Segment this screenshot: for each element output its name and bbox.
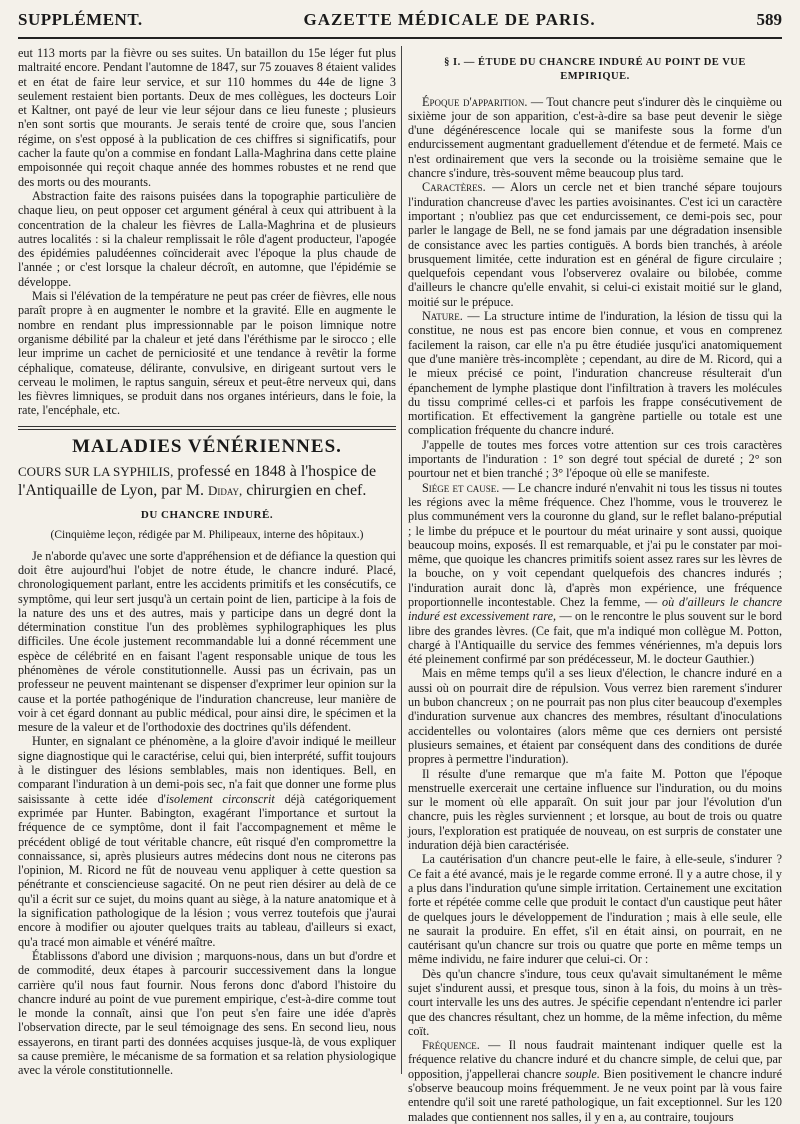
course-role: chirurgien en chef. (242, 482, 367, 500)
paragraph: J'appelle de toutes mes forces votre attention sur ces trois caractères importants de l'induration : 1° son degré tout spécial de dureté ; 2° son pourtour net et bien tranché ; 3° l'époque où elle se manifeste. (408, 437, 782, 481)
emphasis: où d'ailleurs le chancre induré est excessivement rare, (408, 594, 782, 624)
section-rule (18, 426, 396, 427)
column-divider (401, 46, 402, 1074)
paragraph-lead: Nature. (422, 309, 463, 324)
emphasis: souple. (565, 1066, 600, 1081)
paragraph (408, 481, 782, 667)
article-subhead: DU CHANCRE INDURÉ. (140, 509, 274, 522)
page-number: 589 (756, 10, 782, 29)
page-header (18, 10, 782, 36)
paragraph-lead: Fréquence. (422, 1038, 480, 1053)
paragraph-lead: Siége et cause. (422, 480, 500, 495)
text-run: déjà catégoriquement exprimée par Hunter. Babington, exagérant l'importance et surtout la fréquence de ce symptôme, dont il fait l'accompagnement et même le précédent obligé de tout véritable chancre, eût risqué d'en compromettre la connaissance, si, après plusieurs autres médecins dont nous ne citerons pas l'opinion, M. Ricord ne fût de nouveau venu appliquer à cette question sa pénétrante et consciencieuse sagacité. On ne peut rien désirer au delà de ce qu'il a écrit sur ce sujet, du moins quant au siège, à la nature anatomique et à la signification pathologique de la lésion ; vous verrez toutefois que j'aurai encore à modifier ou ajouter quelques traits au tableau, d'ailleurs si exact, qu'a tracé mon aimable et vénéré maître. (18, 791, 397, 949)
paragraph: Je n'aborde qu'avec une sorte d'appréhension et de défiance la question qui doit être aujourd'hui l'objet de notre étude, le chancre induré. Placé, chronologiquement parlant, entre les accidents primitifs et les consécutifs, ce symptôme, qui leur sert jusqu'à un certain point de lien, participe à la fois de la nature des uns et des autres, mais y participe dans un degré dont la détermination constitue l'un des problèmes syphilographiques les plus difficiles. Une école justement recommandable lui a donné récemment une espèce de célébrité en en faisant l'agent responsable unique de tous les phénomènes de vérole constitutionnelle. Aussi pas un écrivain, pas un professeur ne peuvent maintenant se dispenser d'exprimer leur opinion sur la cause et la portée pathogénique de l'induration chancreuse, leur manière de voir à cet égard donnant au public médical, pour ainsi dire, le spécimen et la mesure de la valeur et de l'orthodoxie des doctrines qu'ils défendent. (18, 548, 396, 735)
text-run: — Alors un cercle net et bien tranché sépare toujours l'induration chancreuse d'avec les parties avoisinantes. C'est ici un caractère important ; n'oubliez pas que cet endurcissement, ce demi-pois sec, pour parler le langage de Bell, ne se fond jamais par une dégradation insensible de consistance avec les parties contiguës. A bords bien tranchés, à aréole brusquement limitée, cette induration est en général de figure circulaire ; quelquefois cependant vous l'observerez ovalaire ou bilobée, comme d'ailleurs le chancre qu'elle envahit, si celui-ci existait moitié sur le gland, moitié sur le prépuce. (408, 180, 782, 309)
paragraph: Dès qu'un chancre s'indure, tous ceux qu'avait simultanément le même sujet s'indurent aussi, et presque tous, sinon à la fois, du moins à un très-court intervalle les uns des autres. Je spécifie cependant n'entendre ici parler que des chancres résultant, chez un homme, de la même infection, du même coït. (408, 966, 782, 1038)
left-column (18, 46, 396, 1076)
text-run: — Le chancre induré n'envahit ni tous les tissus ni toutes les régions avec la même fréquence. Chez l'homme, vous le trouverez le plus communément vers la couronne du gland, sur le reflet balano-préputial ; le limbe du prépuce et le pourtour du méat urinaire y sont aussi, quoique beaucoup moins, exposés. Il est remarquable, et j'ai pu le constater par moi-même, que quoique les chancres primitifs soient assez rares sur les lèvres de la bouche, on y voit cependant quelquefois des chancres indurés ; l'induration aurait donc là, d'après mon expérience, une fréquence proportionnelle incontestable. Chez la femme, — (408, 480, 782, 609)
paragraph: Mais si l'élévation de la température ne peut pas créer de fièvres, elle nous paraît propre à en augmenter le nombre et la gravité. Elle en augmente le nombre en rendant plus impressionnable par le poison limnique notre organisme débilité par la chaleur et jeté dans l'éréthisme par le sirocco ; elle leur imprime un cachet de perniciosité et une tendance à revêtir la forme céphalique, comateuse, délirante, convulsive, en dirigeant surtout vers le cerveau le molimen, le raptus sanguin, séreux et peut-être nerveux qui, dans les fièvres limniques, se produit dans nos organes intérieurs, dans le foie, la rate, l'encéphale, etc. (18, 289, 396, 418)
header-supplement: SUPPLÉMENT. (18, 10, 143, 29)
section-title: MALADIES VÉNÉRIENNES. (72, 435, 342, 457)
section-rule (18, 429, 396, 430)
paragraph: eut 113 morts par la fièvre ou ses suites. Un bataillon du 15e léger fut plus maltraité encore. Pendant l'automne de 1847, sur 75 zouaves 8 étaient valides et en état de faire leur service, et sur 110 hommes du 44e de ligne 3 seulement restaient bien portants. Deux de mes collègues, les docteurs Loir et Kaltner, ont payé de leur vie leur séjour dans ce lieu funeste ; plusieurs n'en sont sortis que mourants. Je serais tenté de croire que, sous l'ancien régime, on s'est opposé à la publication de ces chiffres si significatifs, pour cacher la faute qu'on a commise en fondant Lalla-Maghrina dans cette plaine empoisonnée qui reçoit chaque année des hommes robustes et ne rend que des morts ou des mourants. (18, 46, 396, 189)
course-heading (18, 462, 396, 500)
paragraph: Mais en même temps qu'il a ses lieux d'élection, le chancre induré en a aussi où on pourrait dire de répulsion. Vous verrez bien rarement s'indurer un bubon chancreux ; on ne pourrait pas non plus citer beaucoup d'exemples d'induration survenue aux chancres des membres, résultant d'inoculations accidentelles ou volontaires (alors même que ces derniers ont persisté plusieurs semaines, et étaient par conséquent dans des conditions de durée propres à permettre l'induration). (408, 666, 782, 767)
paragraph-lead: Caractères. (422, 180, 486, 195)
header-rule (18, 37, 782, 39)
paragraph: Il résulte d'une remarque que m'a faite M. Potton que l'époque menstruelle exercerait une certaine influence sur l'induration, ou du moins sur le moment où elle apparaît. On suit jour par jour l'évolution d'un chancre, puis les règles surviennent ; et lorsque, au bout de trois ou quatre jours, l'exploration est pratiquée de nouveau, on est surpris de constater une induration déjà bien caractérisée. (408, 766, 782, 853)
right-column (408, 46, 782, 1124)
subsection-title: § I. — ÉTUDE DU CHANCRE INDURÉ AU POINT DE VUE EMPIRIQUE. (444, 57, 746, 83)
paragraph-lead: Époque d'apparition. (422, 94, 528, 109)
course-author: Diday, (207, 483, 243, 499)
text-run: — Il nous faudrait maintenant indiquer quelle est la fréquence relative du chancre induré et du chancre simple, de celui que, par opposition, j'appellerai chancre (408, 1038, 782, 1081)
lecture-note: (Cinquième leçon, rédigée par M. Philipeaux, interne des hôpitaux.) (50, 529, 364, 542)
paragraph (408, 95, 782, 181)
paragraph (408, 180, 782, 309)
header-journal-title: GAZETTE MÉDICALE DE PARIS. (303, 10, 596, 29)
paragraph: Abstraction faite des raisons puisées dans la topographie particulière de chaque lieu, on peut opposer cet argument général à ceux qui attribuent à la concentration de la chaleur les fièvres de Lalla-Maghrina et de plusieurs autres localités : si la chaleur remplissait le rôle d'agent producteur, l'apogée des épidémies paludéennes coïnciderait avec l'époque la plus chaude de l'année ; or c'est lorsque la chaleur décroît, en automne, que l'épidémie se développe. (18, 188, 396, 289)
text-run: — Tout chancre peut s'indurer dès le cinquième ou sixième jour de son apparition, c'est-à-dire sa base peut devenir le siège d'une dégénérescence locale qui se manifeste sous la forme d'un endurcissement augmentant graduellement d'étendue et de fermeté. Mais ce n'est ordinairement que vers la seconde ou la troisième semaine que le chancre s'indure, très-souvent même beaucoup plus tard. (408, 94, 782, 181)
paragraph (18, 734, 396, 948)
text-run: Hunter, en signalant ce phénomène, a la gloire d'avoir indiqué le meilleur signe diagnostique qui le caractérise, celui qui, bien interprété, suffit toujours à le distinguer des lésions semblables, mais non identiques. Bell, en comparant l'induration à un demi-pois sec, n'a fait que donner une forme plus saisissante à cette idée d' (18, 734, 396, 806)
paragraph: Établissons d'abord une division ; marquons-nous, dans un but d'ordre et de commodité, deux étapes à parcourir successivement dans la longue carrière qu'il nous faut fournir. Nous ferons donc d'abord l'histoire du chancre induré au point de vue purement empirique, c'est-à-dire comme tout le monde la connaît, ainsi que l'on peut s'en faire une idée d'après l'observation directe, par le seul témoignage des sens. En second lieu, nous essayerons, en tirant parti des données acquises jusque-là, de vous expliquer sa cause première, le mécanisme de sa formation et sa relation physiologique avec la vérole constitutionnelle. (18, 948, 396, 1078)
course-text: professé en 1848 à l'hospice de l'Antiquaille de Lyon, par M. (18, 463, 377, 500)
emphasis: isolement circonscrit (165, 791, 275, 806)
paragraph (408, 309, 782, 438)
text-run: — on le rencontre le plus souvent sur le bord libre des grandes lèvres. (Ce fait, que m'a indiqué mon collègue M. Potton, chargé à l'Antiquaille du service des femmes vénériennes, m'a depuis lors été pleinement confirmé par son prédécesseur, M. le docteur Gauthier.) (408, 609, 782, 667)
text-run: Bien positivement le chancre induré s'observe beaucoup moins fréquemment. Je ne veux point par là vous faire entendre qu'il soit une rareté pathologique, un fait exceptionnel. Sur les 120 malades que contiennent nos salles, il y en a, au contraire, toujours (408, 1066, 782, 1124)
text-run: — La structure intime de l'induration, la lésion de tissu qui la constitue, ne nous est pas encore bien connue, et vous en comprenez facilement la raison, car elle n'a pu être étudiée jusqu'ici anatomiquement que d'une manière très-incomplète ; cependant, au dire de M. Ricord, qui a le mieux précisé ce point, l'induration chancreuse résulterait d'un épanchement de lymphe plastique dont l'infiltration à travers les molécules du tissu comprimé celles-ci et parfois les frappe consécutivement de mortification. Et effectivement la gangrène partielle ou totale est une complication fréquente du chancre induré. (408, 309, 782, 438)
course-label: COURS SUR LA SYPHILIS, (18, 464, 174, 480)
paragraph: La cautérisation d'un chancre peut-elle le faire, à elle-seule, s'indurer ? Ce fait a été avancé, mais je le regarde comme erroné. Il y a autre chose, il y a plus dans l'induration qu'une simple irritation. Certainement une excitation forte et répétée comme celle que produit le contact d'un caustique peut hâter de quelques jours le développement de l'induration ; mais à elle seule, elle ne saurait la produire. En effet, s'il en était ainsi, on pourrait, en ne cautérisant qu'un chancre sur trois ou quatre que porte en même temps un même individu, ne faire indurer que celui-ci. Or : (408, 852, 782, 967)
paragraph (408, 1038, 782, 1124)
